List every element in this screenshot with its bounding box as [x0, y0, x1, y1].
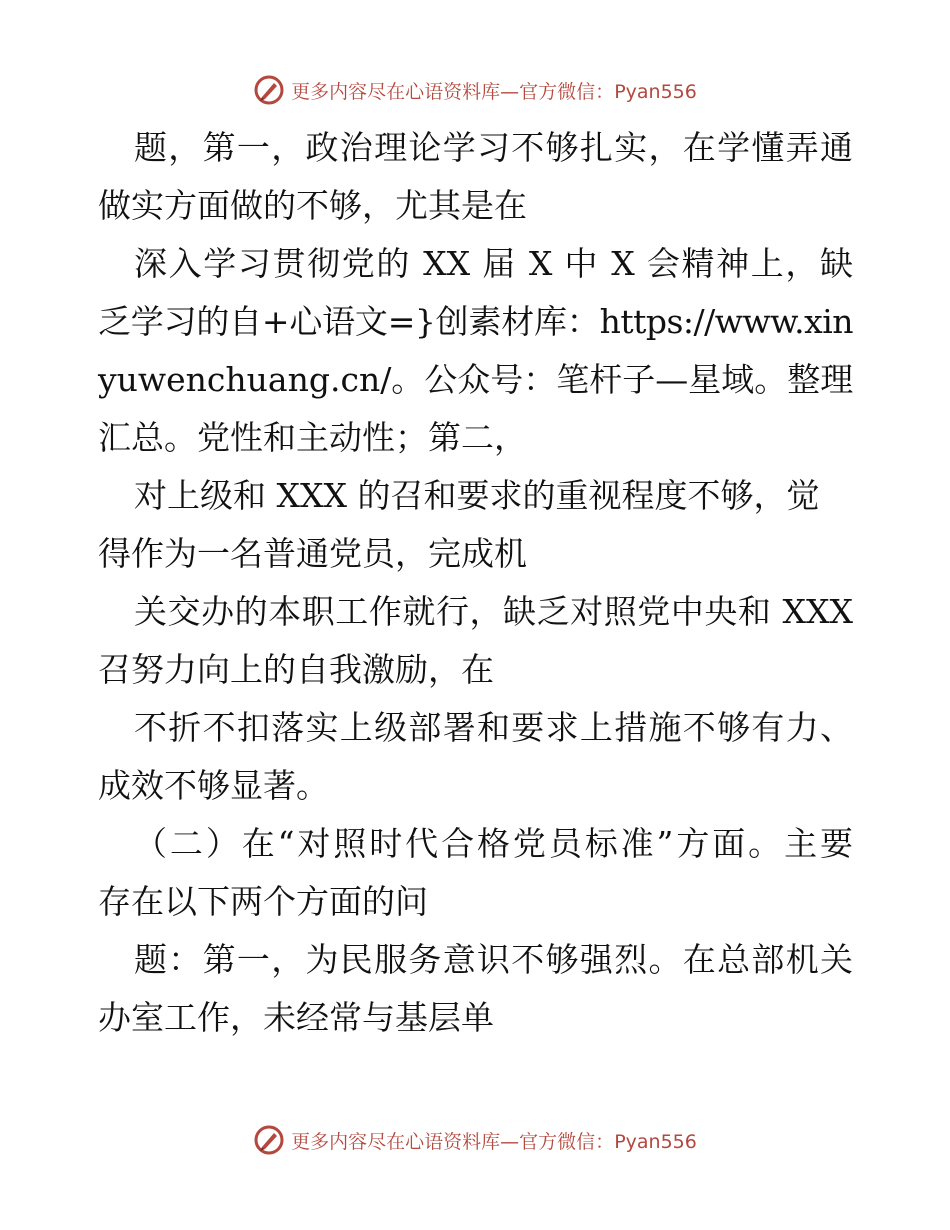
watermark-wechat-id: Pyan556	[614, 1130, 697, 1153]
body-line: 汇总。党性和主动性；第二，	[98, 418, 527, 457]
body-line: 题，第一，政治理论学习不够扎实，在学懂弄通	[134, 128, 853, 167]
body-line: 乏学习的自+心语文=}创素材库：https://www.xin	[98, 302, 853, 341]
watermark-main-text: 更多内容尽在心语资料库	[291, 1130, 501, 1153]
body-line: 对上级和 XXX 的召和要求的重视程度不够，觉	[134, 476, 820, 515]
watermark-separator: —	[500, 80, 520, 103]
body-line: （二）在“对照时代合格党员标准”方面。主要	[134, 824, 853, 863]
body-line: yuwenchuang.cn/。公众号：笔杆子—星域。整理	[98, 360, 854, 399]
footer-watermark	[0, 1120, 950, 1160]
body-line: 不折不扣落实上级部署和要求上措施不够有力、	[134, 708, 853, 747]
body-line: 做实方面做的不够，尤其是在	[98, 186, 527, 225]
body-line: 成效不够显著。	[98, 766, 329, 805]
watermark-suffix: 官方微信：	[519, 80, 615, 103]
watermark-wechat-id: Pyan556	[614, 80, 697, 103]
watermark-suffix: 官方微信：	[519, 1130, 615, 1153]
header-watermark-text	[291, 77, 697, 104]
footer-watermark-text	[291, 1127, 697, 1154]
body-line: 关交办的本职工作就行，缺乏对照党中央和 XXX	[134, 592, 853, 631]
body-line: 题：第一，为民服务意识不够强烈。在总部机关	[134, 940, 853, 979]
watermark-separator: —	[500, 1130, 520, 1153]
document-body	[98, 119, 853, 1047]
body-line: 召努力向上的自我激励，在	[98, 650, 494, 689]
body-line: 存在以下两个方面的问	[98, 882, 428, 921]
watermark-main-text: 更多内容尽在心语资料库	[291, 80, 501, 103]
pen-logo-icon	[253, 74, 285, 106]
body-line: 深入学习贯彻党的 XX 届 X 中 X 会精神上，缺	[134, 244, 853, 283]
pen-logo-icon	[253, 1124, 285, 1156]
header-watermark	[0, 70, 950, 110]
body-line: 办室工作，未经常与基层单	[98, 998, 494, 1037]
body-line: 得作为一名普通党员，完成机	[98, 534, 527, 573]
